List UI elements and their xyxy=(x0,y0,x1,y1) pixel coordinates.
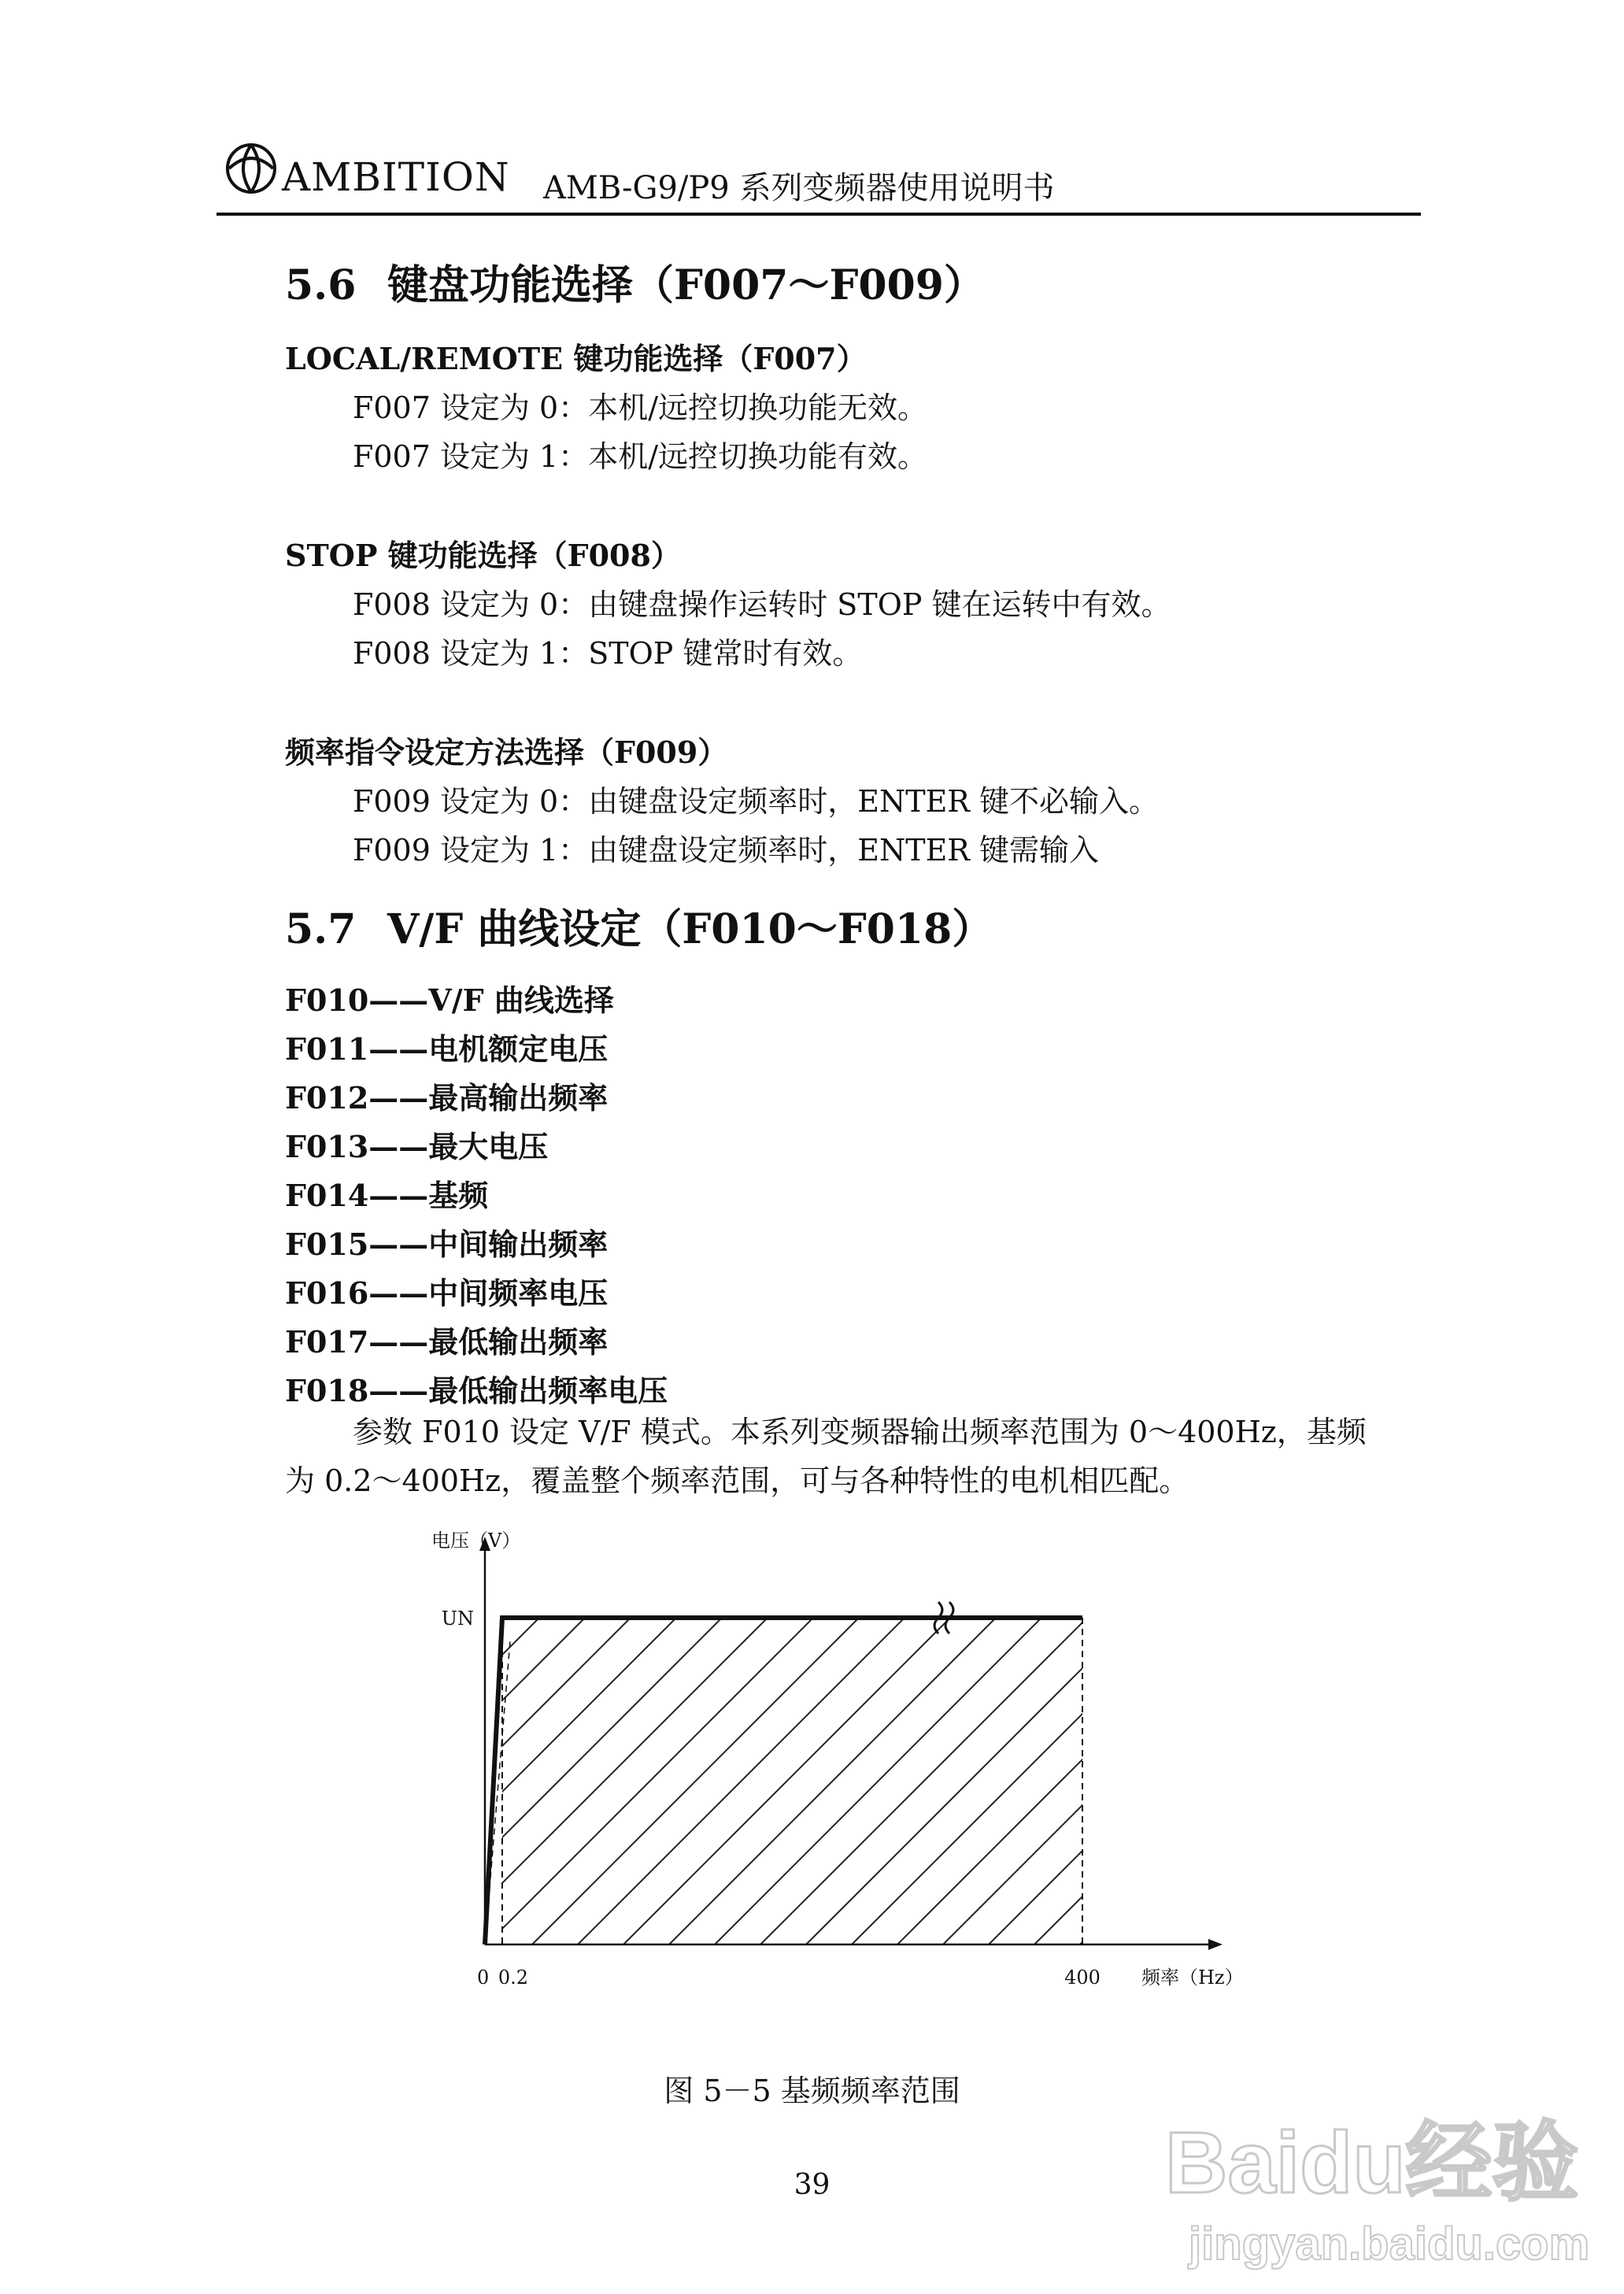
vf-base-frequency-chart xyxy=(409,1523,1275,1996)
hatch-line xyxy=(409,1618,494,1944)
param-f012: F012——最高输出频率 xyxy=(285,1080,609,1116)
baidu-jingyan-watermark xyxy=(1157,2098,1598,2279)
hatch-line xyxy=(409,1618,448,1944)
x-axis-arrow xyxy=(1208,1939,1223,1950)
param-f016: F016——中间频率电压 xyxy=(285,1275,609,1311)
x-tick-label: 400 xyxy=(1064,1967,1101,1989)
header-rule xyxy=(216,213,1421,216)
x-tick-label: 0 xyxy=(477,1967,490,1989)
hatch-line xyxy=(1217,1618,1275,1944)
hatch-line xyxy=(1126,1618,1275,1944)
hatch-line xyxy=(409,1618,722,1944)
param-f017: F017——最低输出频率 xyxy=(285,1324,609,1360)
param-f011: F011——电机额定电压 xyxy=(285,1031,609,1067)
ambition-logo-icon xyxy=(224,142,278,195)
param-f015: F015——中间输出频率 xyxy=(285,1227,609,1262)
hatch-line xyxy=(1263,1618,1275,1944)
x-tick-label: 0.2 xyxy=(498,1967,529,1989)
section-number: 5.7 xyxy=(285,905,357,953)
param-f010: F010——V/F 曲线选择 xyxy=(285,982,614,1018)
section-heading-5-7 xyxy=(285,896,993,955)
y-axis-label: 电压（V） xyxy=(431,1530,521,1552)
watermark-brand: Baidu经验 xyxy=(1165,2115,1579,2211)
section-title: V/F 曲线设定（F010～F018） xyxy=(387,905,993,953)
section-title: 键盘功能选择（F007～F009） xyxy=(387,261,985,309)
watermark-url: jingyan.baidu.com xyxy=(1189,2218,1590,2270)
param-f013: F013——最大电压 xyxy=(285,1129,549,1164)
hatch-line xyxy=(1171,1618,1275,1944)
subheading-f007: LOCAL/REMOTE 键功能选择（F007） xyxy=(285,341,867,376)
section-number: 5.6 xyxy=(285,261,357,309)
hatch-line xyxy=(989,1618,1275,1944)
document-title: AMB-G9/P9 系列变频器使用说明书 xyxy=(543,170,1055,206)
hatch-line xyxy=(1080,1618,1275,1944)
description-paragraph: 参数 F010 设定 V/F 模式。本系列变频器输出频率范围为 0～400Hz，基频为 0.2～400Hz，覆盖整个频率范围，可与各种特性的电机相匹配。 xyxy=(285,1415,1367,1498)
subheading-f009: 频率指令设定方法选择（F009） xyxy=(285,734,728,770)
body-line: F009 设定为 1：由键盘设定频率时，ENTER 键需输入 xyxy=(353,833,1099,868)
brand-name: AMBITION xyxy=(282,154,510,200)
body-line: F007 设定为 0：本机/远控切换功能无效。 xyxy=(353,390,928,425)
hatch-line xyxy=(409,1618,539,1944)
hatch-line xyxy=(409,1618,631,1944)
subheading-f008: STOP 键功能选择（F008） xyxy=(285,538,681,573)
section-heading-5-6 xyxy=(285,252,985,311)
figure-caption: 图 5－5 基频频率范围 xyxy=(664,2074,960,2108)
x-axis-label: 频率（Hz） xyxy=(1141,1967,1244,1989)
hatch-line xyxy=(409,1618,676,1944)
body-line: F009 设定为 0：由键盘设定频率时，ENTER 键不必输入。 xyxy=(353,784,1159,819)
param-f018: F018——最低输出频率电压 xyxy=(285,1373,668,1408)
body-line: F008 设定为 0：由键盘操作运转时 STOP 键在运转中有效。 xyxy=(353,587,1171,622)
page-number: 39 xyxy=(794,2169,830,2201)
param-f014: F014——基频 xyxy=(285,1178,489,1213)
shaded-range-hatch xyxy=(409,1618,1275,1944)
body-line: F008 设定为 1：STOP 键常时有效。 xyxy=(353,636,863,671)
y-tick-label-un: UN xyxy=(441,1608,474,1630)
hatch-line xyxy=(1034,1618,1275,1944)
body-line: F007 设定为 1：本机/远控切换功能有效。 xyxy=(353,439,928,474)
